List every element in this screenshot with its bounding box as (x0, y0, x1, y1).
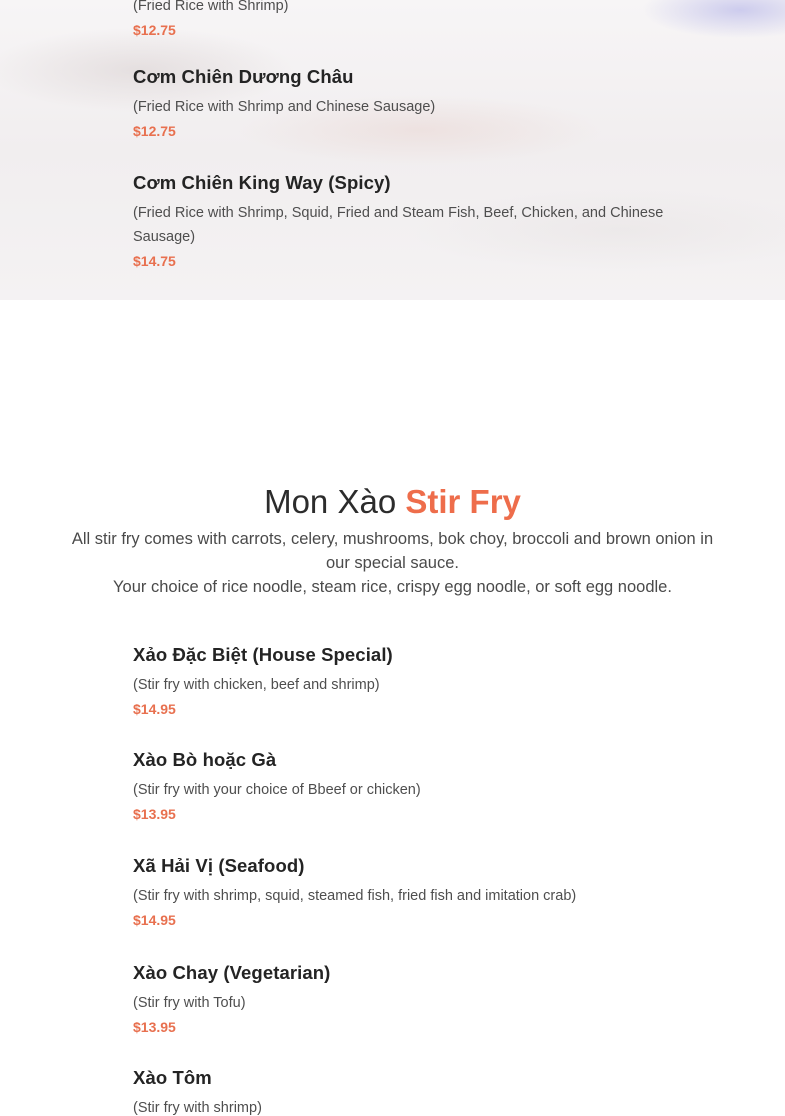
menu-item-price: $14.75 (133, 253, 176, 269)
menu-item-price: $13.95 (133, 806, 176, 822)
section-title-accent: Stir Fry (405, 483, 521, 520)
menu-item (133, 1067, 693, 1116)
menu-item-description: (Stir fry with shrimp) (133, 1100, 262, 1116)
menu-item-name: Xảo Đặc Biệt (House Special) (133, 644, 393, 665)
menu-item-name: Xào Chay (Vegetarian) (133, 962, 331, 983)
menu-item-name: Cơm Chiên Dương Châu (133, 66, 354, 87)
menu-item (133, 749, 693, 826)
menu-item-price: $14.95 (133, 912, 176, 928)
menu-item-description: (Stir fry with your choice of Bbeef or chicken) (133, 782, 421, 798)
menu-item-description: (Stir fry with Tofu) (133, 995, 246, 1011)
menu-item-price: $12.75 (133, 22, 176, 38)
menu-item (133, 644, 693, 721)
menu-item (133, 172, 693, 273)
menu-item (133, 962, 693, 1039)
menu-item-price: $14.95 (133, 701, 176, 717)
menu-item-price: $13.95 (133, 1019, 176, 1035)
menu-item-description: (Stir fry with chicken, beef and shrimp) (133, 677, 380, 693)
menu-item-name: Xào Bò hoặc Gà (133, 749, 277, 770)
menu-item (133, 66, 693, 143)
menu-item (133, 855, 693, 932)
menu-item-price: $12.75 (133, 123, 176, 139)
menu-item-description: (Fried Rice with Shrimp, Squid, Fried and Steam Fish, Beef, Chicken, and Chinese Sausage) (133, 205, 664, 245)
menu-item-description: (Stir fry with shrimp, squid, steamed fish, fried fish and imitation crab) (133, 888, 577, 904)
section-intro (70, 527, 715, 599)
fried-rice-section (0, 0, 785, 300)
menu-item-description: (Fried Rice with Shrimp and Chinese Sausage) (133, 99, 436, 115)
menu-item-description: (Fried Rice with Shrimp) (133, 0, 289, 14)
section-intro-line: Your choice of rice noodle, steam rice, crispy egg noodle, or soft egg noodle. (113, 578, 672, 596)
menu-item-name: Xã Hải Vị (Seafood) (133, 855, 305, 876)
menu-item-name: Xào Tôm (133, 1067, 212, 1088)
section-title-plain: Mon Xào (264, 483, 397, 520)
menu-item-name: Cơm Chiên King Way (Spicy) (133, 172, 391, 193)
menu-item (133, 0, 693, 42)
section-intro-line: All stir fry comes with carrots, celery, mushrooms, bok choy, broccoli and brown onion in our special sauce. (71, 530, 714, 572)
section-title (0, 480, 785, 524)
